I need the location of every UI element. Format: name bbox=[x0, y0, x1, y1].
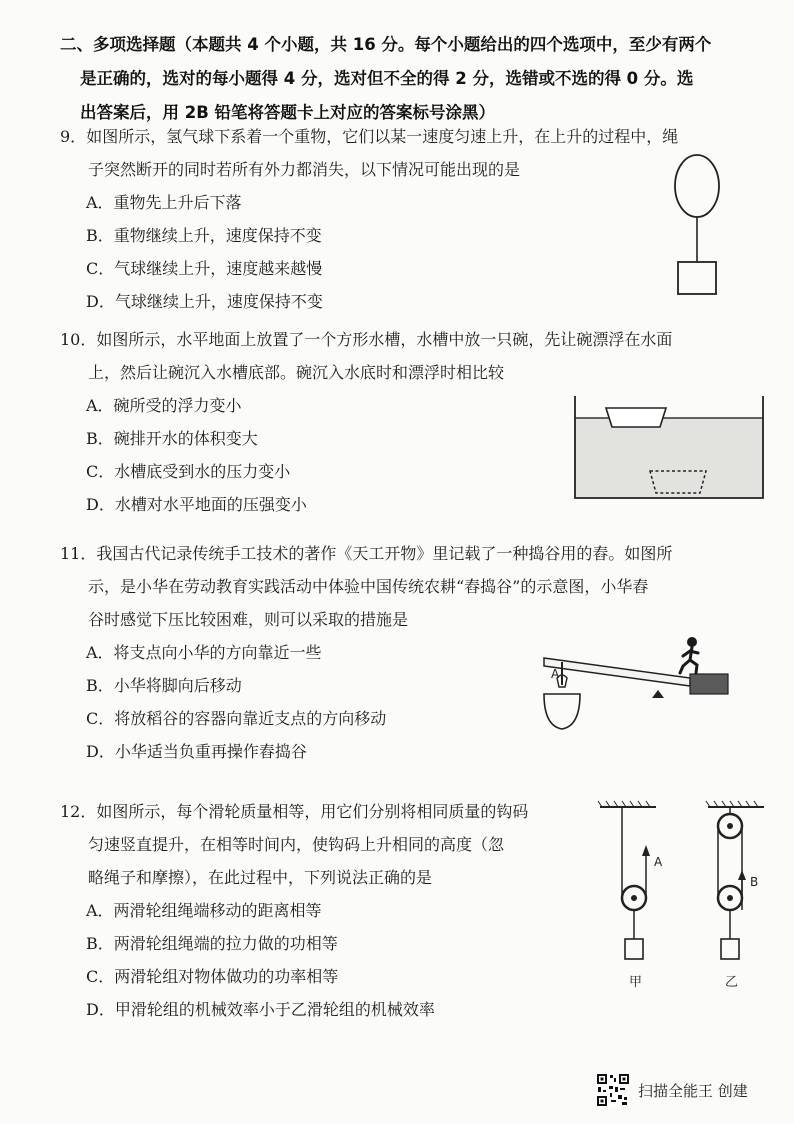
left-weight bbox=[625, 939, 643, 959]
section-header-line-1: 二、多项选择题（本题共 4 个小题，共 16 分。每个小题给出的四个选项中，至少有两个 bbox=[60, 35, 712, 54]
question-12-stem-line-2: 匀速竖直提升，在相等时间内，使钩码上升相同的高度（忽 bbox=[88, 835, 505, 854]
person-figure-icon bbox=[680, 647, 698, 673]
question-11-option-c: C．将放稻谷的容器向靠近支点的方向移动 bbox=[86, 709, 387, 728]
question-9 bbox=[60, 120, 760, 318]
pestle-lever-figure bbox=[540, 630, 740, 740]
question-12-number: 12． bbox=[60, 802, 97, 821]
pulley-systems-figure bbox=[594, 800, 784, 1000]
left-caption: 甲 bbox=[629, 975, 643, 990]
section-header bbox=[60, 28, 760, 130]
question-9-number: 9． bbox=[60, 127, 87, 146]
fulcrum-icon bbox=[652, 690, 664, 698]
step-block bbox=[690, 674, 728, 694]
question-11-stem-line-3: 谷时感觉下压比较困难，则可以采取的措施是 bbox=[88, 610, 409, 629]
question-10-option-b: B．碗排开水的体积变大 bbox=[86, 429, 258, 448]
right-force-arrow-icon bbox=[738, 870, 746, 880]
question-9-stem-line-1: 如图所示，氢气球下系着一个重物，它们以某一速度匀速上升，在上升的过程中，绳 bbox=[86, 127, 679, 146]
water-body bbox=[575, 418, 763, 498]
floating-bowl bbox=[606, 408, 666, 427]
question-11-stem-line-1: 我国古代记录传统手工技术的著作《天工开物》里记载了一种捣谷用的舂。如图所 bbox=[96, 544, 673, 563]
question-11-option-d: D．小华适当负重再操作舂捣谷 bbox=[86, 742, 307, 761]
right-caption: 乙 bbox=[725, 975, 739, 990]
section-header-line-2: 是正确的，选对的每小题得 4 分，选对但不全的得 2 分，选错或不选的得 0 分。选 bbox=[80, 69, 694, 88]
question-12-option-c: C．两滑轮组对物体做功的功率相等 bbox=[86, 967, 339, 986]
pulley-system-left bbox=[598, 801, 663, 990]
qr-code-icon bbox=[596, 1073, 630, 1107]
right-force-label: B bbox=[750, 875, 759, 889]
question-12-option-d: D．甲滑轮组的机械效率小于乙滑轮组的机械效率 bbox=[86, 1000, 435, 1019]
question-12-option-a: A．两滑轮组绳端移动的距离相等 bbox=[86, 901, 322, 920]
question-11-stem-line-2: 示，是小华在劳动教育实践活动中体验中国传统农耕“舂捣谷”的示意图，小华舂 bbox=[88, 577, 649, 596]
section-header-line-3: 出答案后，用 2B 铅笔将答题卡上对应的答案标号涂黑） bbox=[80, 103, 496, 122]
left-force-arrow-icon bbox=[642, 845, 650, 856]
right-weight bbox=[721, 939, 739, 959]
question-9-option-a: A．重物先上升后下落 bbox=[86, 193, 242, 212]
question-9-option-c: C．气球继续上升，速度越来越慢 bbox=[86, 259, 323, 278]
balloon-figure bbox=[668, 150, 728, 300]
person-head-icon bbox=[687, 637, 697, 647]
mortar-container bbox=[544, 694, 580, 729]
balloon-shape bbox=[675, 155, 719, 217]
question-11-option-a: A．将支点向小华的方向靠近一些 bbox=[86, 643, 322, 662]
water-tank-figure bbox=[570, 393, 770, 503]
question-11-option-b: B．小华将脚向后移动 bbox=[86, 676, 242, 695]
question-10-stem-line-2: 上，然后让碗沉入水槽底部。碗沉入水底时和漂浮时相比较 bbox=[88, 363, 505, 382]
question-12-option-b: B．两滑轮组绳端的拉力做的功相等 bbox=[86, 934, 338, 953]
scanner-watermark: 扫描全能王 创建 bbox=[638, 1082, 748, 1100]
question-10-option-d: D．水槽对水平地面的压强变小 bbox=[86, 495, 307, 514]
question-9-option-b: B．重物继续上升，速度保持不变 bbox=[86, 226, 322, 245]
question-10-number: 10． bbox=[60, 330, 97, 349]
question-10-option-c: C．水槽底受到水的压力变小 bbox=[86, 462, 291, 481]
question-9-stem bbox=[60, 120, 760, 153]
question-12-stem-line-1: 如图所示，每个滑轮质量相等，用它们分别将相同质量的钩码 bbox=[96, 802, 529, 821]
weight-block bbox=[678, 262, 716, 294]
question-12-stem-line-3: 略绳子和摩擦），在此过程中，下列说法正确的是 bbox=[88, 868, 433, 887]
pulley-system-right bbox=[706, 801, 764, 990]
question-10-stem bbox=[60, 323, 760, 356]
right-movable-axle bbox=[727, 895, 733, 901]
question-9-option-d: D．气球继续上升，速度保持不变 bbox=[86, 292, 323, 311]
left-pulley-axle bbox=[631, 895, 637, 901]
pestle-label: A bbox=[551, 667, 560, 681]
question-9-stem-line-2: 子突然断开的同时若所有外力都消失，以下情况可能出现的是 bbox=[88, 160, 521, 179]
left-force-label: A bbox=[654, 855, 663, 869]
question-11-stem bbox=[60, 537, 760, 570]
question-10-option-a: A．碗所受的浮力变小 bbox=[86, 396, 242, 415]
right-fixed-axle bbox=[727, 823, 733, 829]
question-10-stem-line-1: 如图所示，水平地面上放置了一个方形水槽，水槽中放一只碗，先让碗漂浮在水面 bbox=[96, 330, 673, 349]
question-11-number: 11． bbox=[60, 544, 97, 563]
